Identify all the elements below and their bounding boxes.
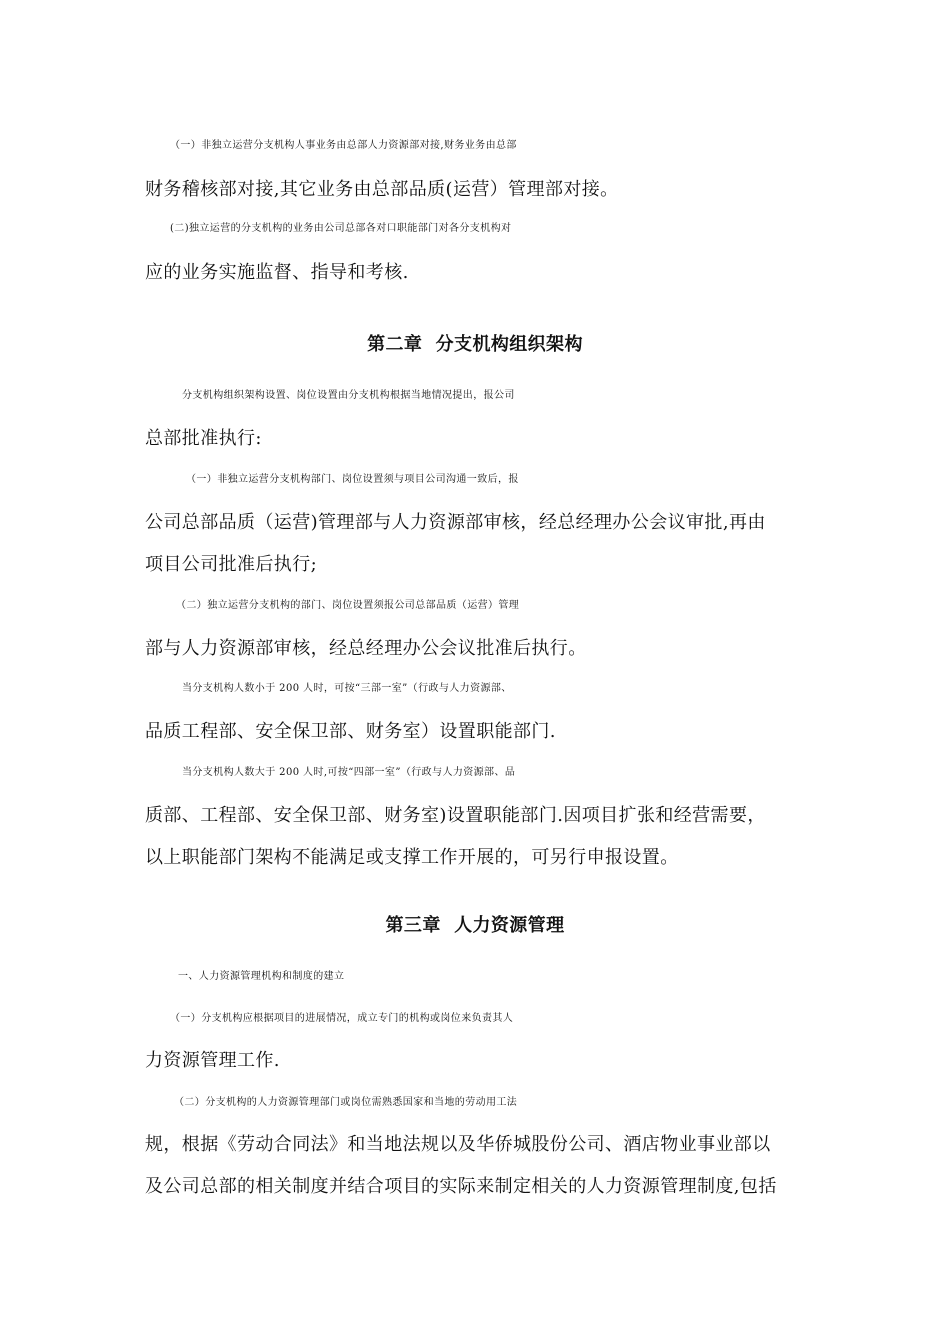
paragraph-line: 财务稽核部对接,其它业务由总部品质(运营）管理部对接。 [145,179,619,200]
paragraph-line: 品质工程部、安全保卫部、财务室）设置职能部门. [145,721,556,742]
chapter-title: 第二章 分支机构组织架构 [367,334,583,355]
paragraph-line: 及公司总部的相关制度并结合项目的实际来制定相关的人力资源管理制度,包括 [145,1176,777,1197]
paragraph-line: 规，根据《劳动合同法》和当地法规以及华侨城股份公司、酒店物业事业部以 [145,1134,771,1155]
paragraph-line: 分支机构组织架构设置、岗位设置由分支机构根据当地情况提出，报公司 [182,390,515,401]
paragraph-line: （一）非独立运营分支机构部门、岗位设置须与项目公司沟通一致后，报 [186,474,519,485]
paragraph-line: 质部、工程部、安全保卫部、财务室)设置职能部门.因项目扩张和经营需要， [145,805,766,826]
paragraph-line: 公司总部品质（运营)管理部与人力资源部审核，经总经理办公会议审批,再由 [145,512,766,533]
chapter-title: 第三章 人力资源管理 [385,915,565,936]
paragraph-line: (二)独立运营的分支机构的业务由公司总部各对口职能部门对各分支机构对 [170,223,512,234]
paragraph-line: （一）非独立运营分支机构人事业务由总部人力资源部对接,财务业务由总部 [170,140,517,151]
paragraph-line: 力资源管理工作. [145,1050,280,1071]
paragraph-line: （二）分支机构的人力资源管理部门或岗位需熟悉国家和当地的劳动用工法 [174,1097,518,1108]
paragraph-line: 以上职能部门架构不能满足或支撑工作开展的，可另行申报设置。 [145,847,679,868]
paragraph-line: （二）独立运营分支机构的部门、岗位设置须报公司总部品质（运营）管理 [176,600,520,611]
paragraph-line: 项目公司批准后执行; [145,554,318,575]
paragraph-line: 当分支机构人数大于 200 人时,可按“四部一室”（行政与人力资源部、品 [182,767,516,778]
paragraph-line: 总部批准执行: [145,428,262,449]
paragraph-line: 部与人力资源部审核，经总经理办公会议批准后执行。 [145,638,587,659]
paragraph-line: 当分支机构人数小于 200 人时，可按“三部一室”（行政与人力资源部、 [182,683,512,694]
paragraph-line: （一）分支机构应根据项目的进展情况，成立专门的机构或岗位来负责其人 [170,1013,514,1024]
section-heading: 一、人力资源管理机构和制度的建立 [178,971,345,982]
paragraph-line: 应的业务实施监督、指导和考核. [145,262,409,283]
